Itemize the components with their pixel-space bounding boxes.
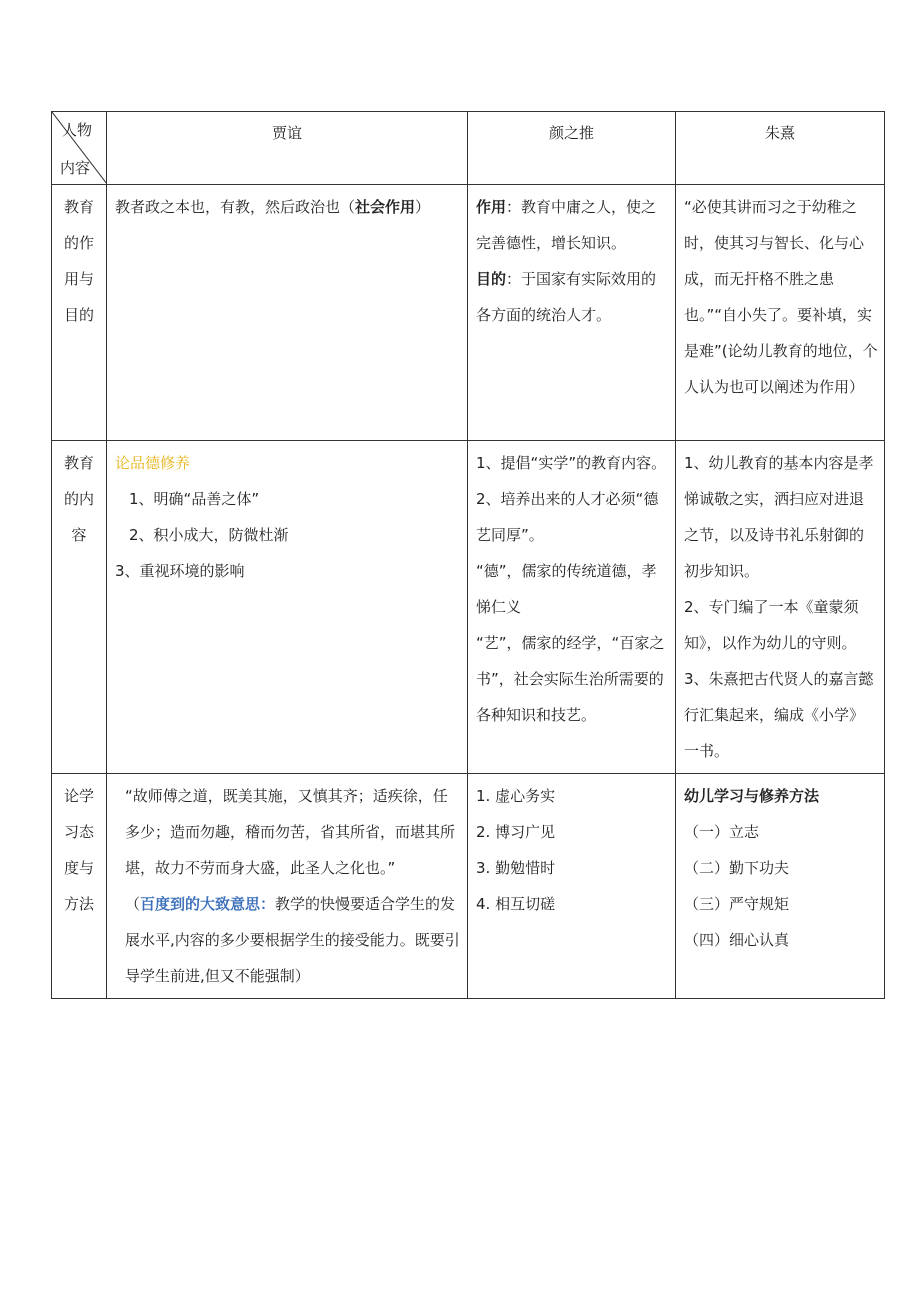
cell-jiayi-content: 论品德修养 1、明确“品善之体” 2、积小成大，防微杜渐 3、重视环境的影响 bbox=[107, 441, 467, 593]
row-purpose bbox=[52, 185, 885, 441]
cell-zhuxi-content: 1、幼儿教育的基本内容是孝悌诚敬之实，洒扫应对进退之节，以及诗书礼乐射御的初步知识。 2、专门编了一本《童蒙须知》，以作为幼儿的守则。 3、朱熹把古代贤人的嘉言懿行汇集起来，编成《小学》一书。 bbox=[684, 454, 874, 760]
moral-cultivation-heading: 论品德修养 bbox=[115, 454, 191, 472]
cell-zhuxi-purpose: “必使其讲而习之于幼稚之时，使其习与智长、化与心成，而无扞格不胜之患也。”“自小失了。要补填，实是难”(论幼儿教育的地位，个人认为也可以阐述为作用） bbox=[684, 198, 878, 396]
cell-jiayi-method: “故师傅之道，既美其施，又慎其齐；适疾徐，任多少；造而勿趣，稽而勿苦，省其所省，而堪其所堪，故力不劳而身大盛，此圣人之化也。” （百度到的大致意思：教学的快慢要适合学生的发展水平,内容的多少要根据学生的接受能力。既要引导学生前进,但又不能强制） bbox=[125, 787, 460, 985]
row-method bbox=[52, 774, 885, 999]
comparison-table bbox=[51, 111, 885, 999]
header-jiayi: 贾谊 bbox=[271, 124, 302, 142]
cell-yan-purpose: 作用：教育中庸之人，使之完善德性，增长知识。 目的：于国家有实际效用的各方面的统治人才。 bbox=[476, 198, 657, 324]
header-row bbox=[52, 112, 885, 185]
diag-bottom-label: 内容 bbox=[60, 159, 91, 177]
cell-yan-method: 1. 虚心务实 2. 博习广见 3. 勤勉惜时 4. 相互切磋 bbox=[476, 787, 556, 913]
row-label-purpose: 教育 的作 用与 目的 bbox=[63, 198, 94, 324]
note-label: 百度到的大致意思： bbox=[140, 895, 276, 913]
header-zhuxi: 朱熹 bbox=[764, 124, 795, 142]
row-label-content: 教育 的内 容 bbox=[63, 454, 94, 544]
diagonal-header-cell bbox=[52, 112, 107, 185]
row-label-method: 论学 习态 度与 方法 bbox=[63, 787, 94, 913]
row-content bbox=[52, 441, 885, 774]
cell-jiayi-purpose: 教者政之本也，有教，然后政治也（社会作用） bbox=[115, 198, 431, 216]
cell-yan-content: 1、提倡“实学”的教育内容。 2、培养出来的人才必须“德艺同厚”。 “德”，儒家的传统道德，孝悌仁义 “艺”，儒家的经学，“百家之书”，社会实际生治所需要的各种知识和技艺。 bbox=[476, 454, 667, 724]
diag-top-label: 人物 bbox=[62, 121, 93, 139]
header-yanzhitui: 颜之推 bbox=[548, 124, 594, 142]
cell-zhuxi-method: 幼儿学习与修养方法 （一）立志 （二）勤下功夫 （三）严守规矩 （四）细心认真 bbox=[684, 787, 820, 949]
